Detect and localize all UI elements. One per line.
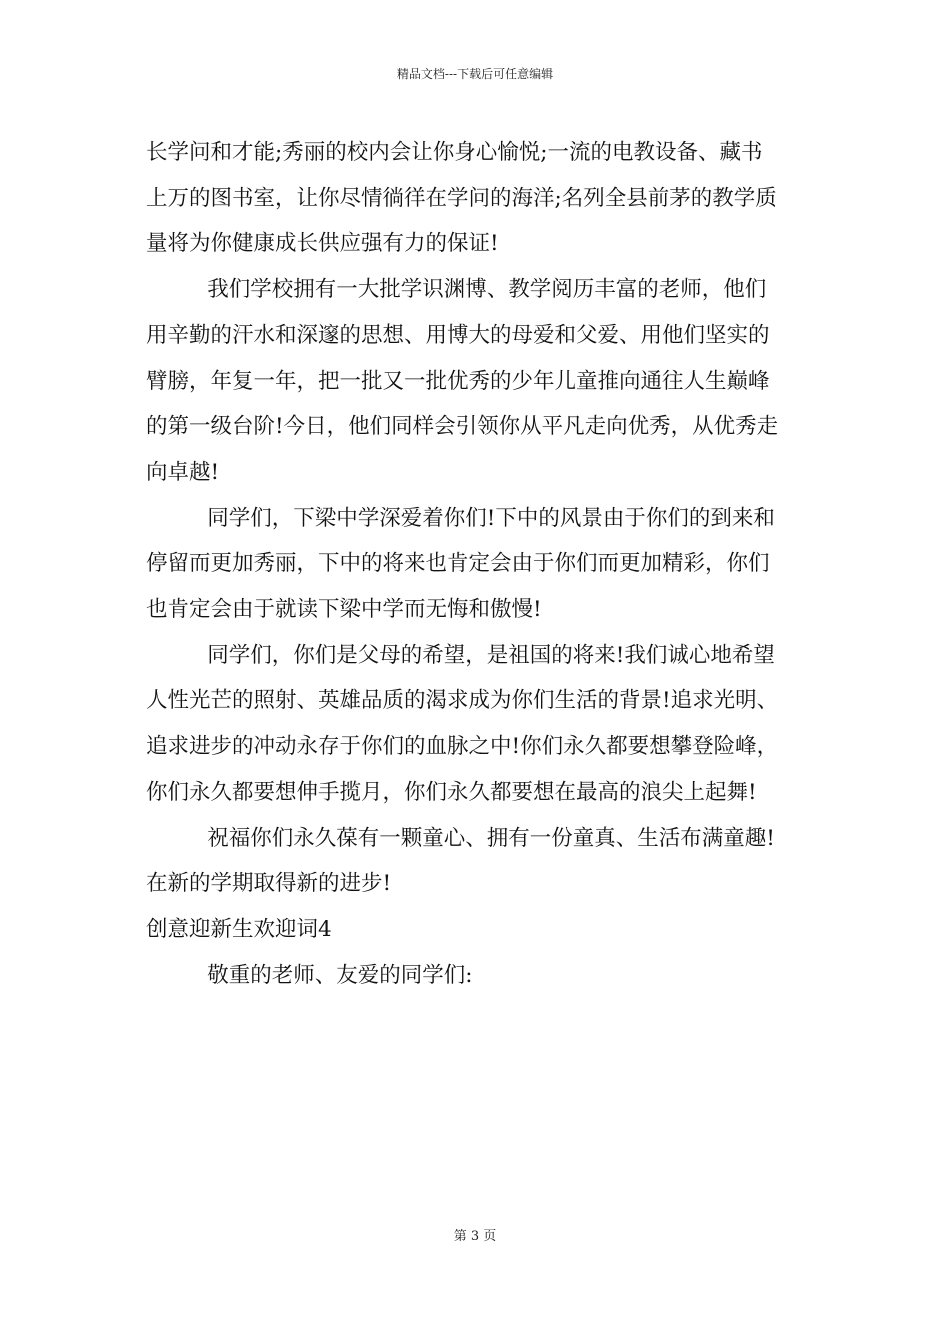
text-line: 追求进步的冲动永存于你们的血脉之中!你们永久都要想攀登险峰，: [146, 734, 779, 760]
paragraph-school-love: [146, 496, 808, 633]
page-header: 精品文档---下载后可任意编辑: [396, 67, 554, 81]
paragraph-salutation: [146, 953, 808, 999]
text-line: 同学们，你们是父母的希望，是祖国的将来!我们诚心地希望: [207, 642, 775, 668]
text-line: 上万的图书室，让你尽情徜徉在学问的海洋;名列全县前茅的教学质: [146, 185, 777, 211]
text-line: 我们学校拥有一大批学识渊博、教学阅历丰富的老师，他们: [207, 277, 767, 303]
text-line: 祝福你们永久葆有一颗童心、拥有一份童真、生活布满童趣!: [207, 825, 775, 851]
text-line: 你们永久都要想伸手揽月，你们永久都要想在最高的浪尖上起舞!: [146, 779, 757, 805]
text-line: 敬重的老师、友爱的同学们:: [207, 962, 473, 988]
page-number: 第 3 页: [453, 1229, 497, 1244]
paragraph-blessing: [146, 816, 808, 907]
section-heading: [146, 907, 808, 953]
text-line: 量将为你健康成长供应强有力的保证!: [146, 231, 499, 257]
text-line: 臂膀，年复一年，把一批又一批优秀的少年儿童推向通往人生巅峰: [146, 368, 770, 394]
text-line: 人性光芒的照射、英雄品质的渴求成为你们生活的背景!追求光明、: [146, 688, 779, 714]
text-line: 的第一级台阶!今日，他们同样会引领你从平凡走向优秀，从优秀走: [146, 414, 779, 440]
text-line: 在新的学期取得新的进步!: [146, 871, 392, 897]
text-line: 同学们，下梁中学深爱着你们!下中的风景由于你们的到来和: [207, 505, 775, 531]
text-line: 也肯定会由于就读下梁中学而无悔和傲慢!: [146, 597, 542, 623]
text-line: 用辛勤的汗水和深邃的思想、用博大的母爱和父爱、用他们坚实的: [146, 322, 770, 348]
paragraph-teachers: [146, 267, 808, 496]
text-line: 创意迎新生欢迎词4: [146, 916, 332, 942]
text-line: 长学问和才能;秀丽的校内会让你身心愉悦;一流的电教设备、藏书: [146, 140, 763, 165]
document-body: [146, 130, 808, 998]
paragraph-continuation: [146, 130, 808, 267]
paragraph-hope: [146, 633, 808, 816]
text-line: 停留而更加秀丽，下中的将来也肯定会由于你们而更加精彩，你们: [146, 551, 770, 577]
text-line: 向卓越!: [146, 459, 220, 485]
